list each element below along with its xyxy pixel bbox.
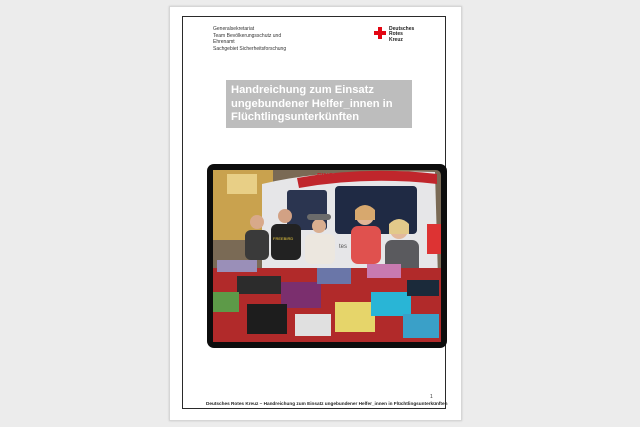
logo-line: Deutsches xyxy=(389,26,415,32)
cover-photo-illustration xyxy=(207,164,447,348)
title-line: ungebundener Helfer_innen in xyxy=(231,97,393,110)
title-line: Handreichung zum Einsatz xyxy=(231,84,374,96)
title-line: Flüchtlingsunterkünften xyxy=(231,111,360,123)
logo-line: Rotes xyxy=(389,31,403,38)
document-title xyxy=(226,80,412,128)
org-line: Sachgebiet Sicherheitsforschung xyxy=(213,45,287,52)
red-cross-icon xyxy=(374,27,386,39)
page-number: 1 xyxy=(430,394,433,400)
org-line: Ehrenamt xyxy=(213,39,235,46)
shirt-print: FREEBIRD xyxy=(273,236,294,241)
cover-photo xyxy=(207,164,447,348)
org-line: Generalsekretariat xyxy=(213,26,255,32)
van-lettering: EINSATZ xyxy=(317,173,347,180)
organization-address-block xyxy=(213,26,303,52)
van-side-text: tes xyxy=(339,244,348,250)
logo-line: Kreuz xyxy=(389,36,403,43)
page-footer: Deutsches Rotes Kreuz – Handreichung zum Einsatz ungebundener Helfer_innen in Flüchtlingsunterkünften xyxy=(206,401,448,406)
logo-wordmark xyxy=(389,27,414,43)
org-line: Team Bevölkerungsschutz und xyxy=(213,32,282,39)
document-page xyxy=(169,6,462,421)
drk-logo xyxy=(374,27,414,43)
